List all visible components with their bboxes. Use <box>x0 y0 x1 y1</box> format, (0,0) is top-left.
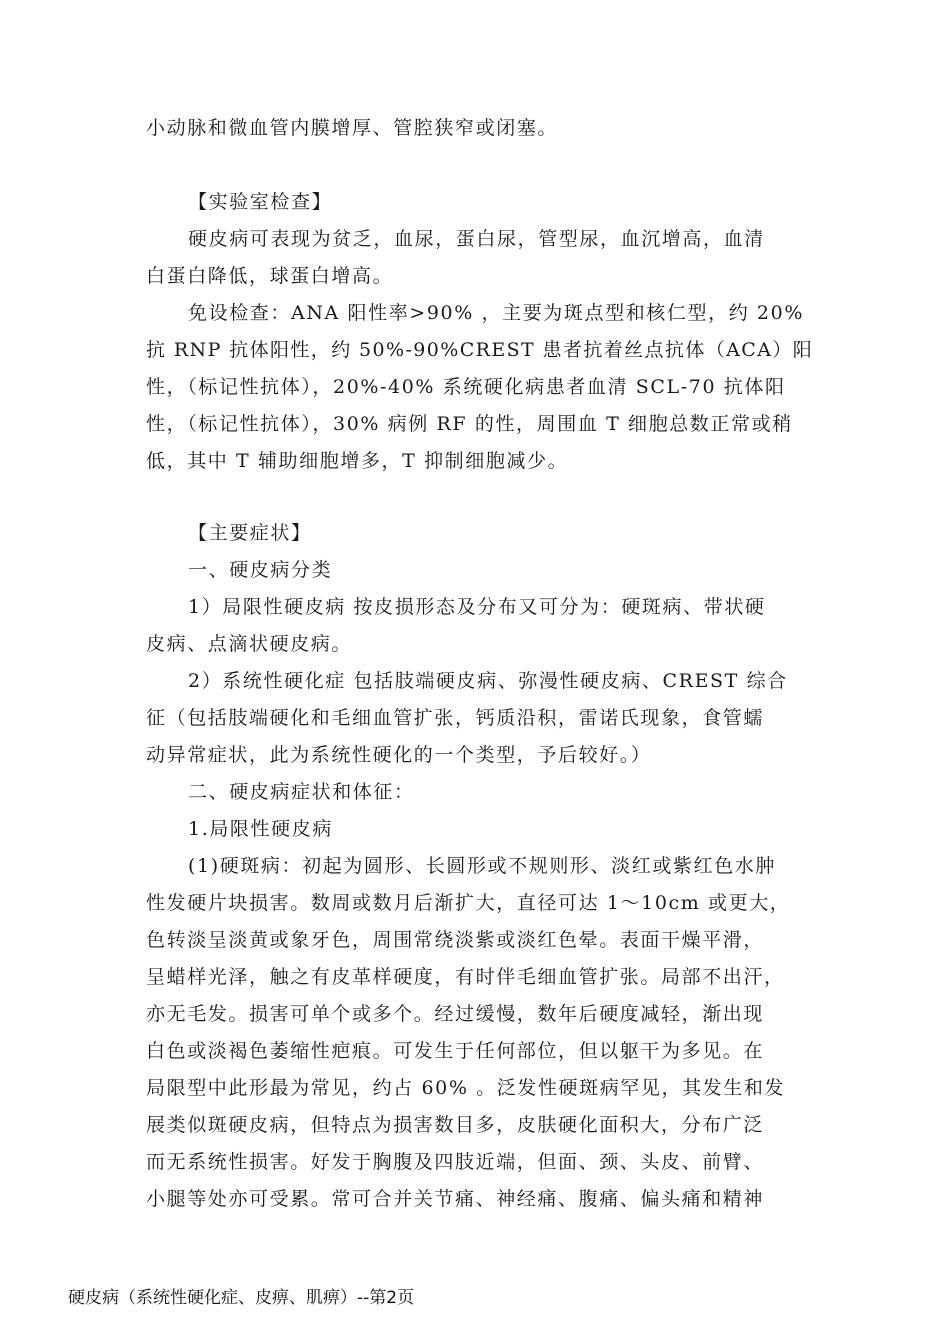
subheading-symptoms-signs: 二、硬皮病症状和体征： <box>188 781 415 803</box>
body-text-line: 1）局限性硬皮病 按皮损形态及分布又可分为：硬斑病、带状硬 <box>188 596 766 618</box>
section-heading-main-symptoms: 【主要症状】 <box>188 522 312 544</box>
body-text-line: 硬皮病可表现为贫乏，血尿，蛋白尿，管型尿，血沉增高，血清 <box>188 228 765 250</box>
body-text-line: 皮病、点滴状硬皮病。 <box>146 633 353 655</box>
body-text-line: 亦无毛发。损害可单个或多个。经过缓慢，数年后硬度减轻，渐出现 <box>146 1003 765 1025</box>
body-text-line: 2）系统性硬化症 包括肢端硬皮病、弥漫性硬皮病、CREST 综合 <box>188 670 788 692</box>
subheading-classification: 一、硬皮病分类 <box>188 559 333 581</box>
body-text-line: 免设检查：ANA 阳性率>90% ，主要为斑点型和核仁型，约 20% <box>188 302 804 324</box>
body-text-line: 白蛋白降低，球蛋白增高。 <box>146 265 394 287</box>
body-text-line: 性发硬片块损害。数周或数月后渐扩大，直径可达 1～10cm 或更大， <box>146 892 791 914</box>
body-text-line: 性，（标记性抗体），30% 病例 RF 的性，周围血 T 细胞总数正常或稍 <box>146 413 793 435</box>
body-text-line: 小动脉和微血管内膜增厚、管腔狭窄或闭塞。 <box>146 117 559 139</box>
body-text-line: 动异常症状，此为系统性硬化的一个类型，予后较好。） <box>146 744 652 766</box>
body-text-line: 抗 RNP 抗体阳性，约 50%-90%CREST 患者抗着丝点抗体（ACA）阳 <box>146 339 814 361</box>
page-footer: 硬皮病（系统性硬化症、皮痹、肌痹）--第2页 <box>68 1288 415 1308</box>
body-text-line: 白色或淡褐色萎缩性疤痕。可发生于任何部位，但以躯干为多见。在 <box>146 1040 765 1062</box>
body-text-line: 展类似斑硬皮病，但特点为损害数目多，皮肤硬化面积大，分布广泛 <box>146 1114 765 1136</box>
section-heading-lab-tests: 【实验室检查】 <box>188 191 333 213</box>
body-text-line: 色转淡呈淡黄或象牙色，周围常绕淡紫或淡红色晕。表面干燥平滑， <box>146 929 765 951</box>
body-text-line: 局限型中此形最为常见，约占 60% 。泛发性硬斑病罕见，其发生和发 <box>146 1077 786 1099</box>
body-text-line: 小腿等处亦可受累。常可合并关节痛、神经痛、腹痛、偏头痛和精神 <box>146 1188 765 1210</box>
body-text-line: 而无系统性损害。好发于胸腹及四肢近端，但面、颈、头皮、前臂、 <box>146 1151 765 1173</box>
subheading-localized: 1.局限性硬皮病 <box>188 818 333 840</box>
body-text-line: 性，（标记性抗体），20%-40% 系统硬化病患者血清 SCL-70 抗体阳 <box>146 376 786 398</box>
body-text-line: (1)硬斑病：初起为圆形、长圆形或不规则形、淡红或紫红色水肿 <box>188 855 776 877</box>
body-text-line: 呈蜡样光泽，触之有皮革样硬度，有时伴毛细血管扩张。局部不出汗， <box>146 966 785 988</box>
body-text-line: 征（包括肢端硬化和毛细血管扩张，钙质沿积，雷诺氏现象，食管蠕 <box>146 707 765 729</box>
body-text-line: 低，其中 T 辅助细胞增多，T 抑制细胞减少。 <box>146 450 569 472</box>
